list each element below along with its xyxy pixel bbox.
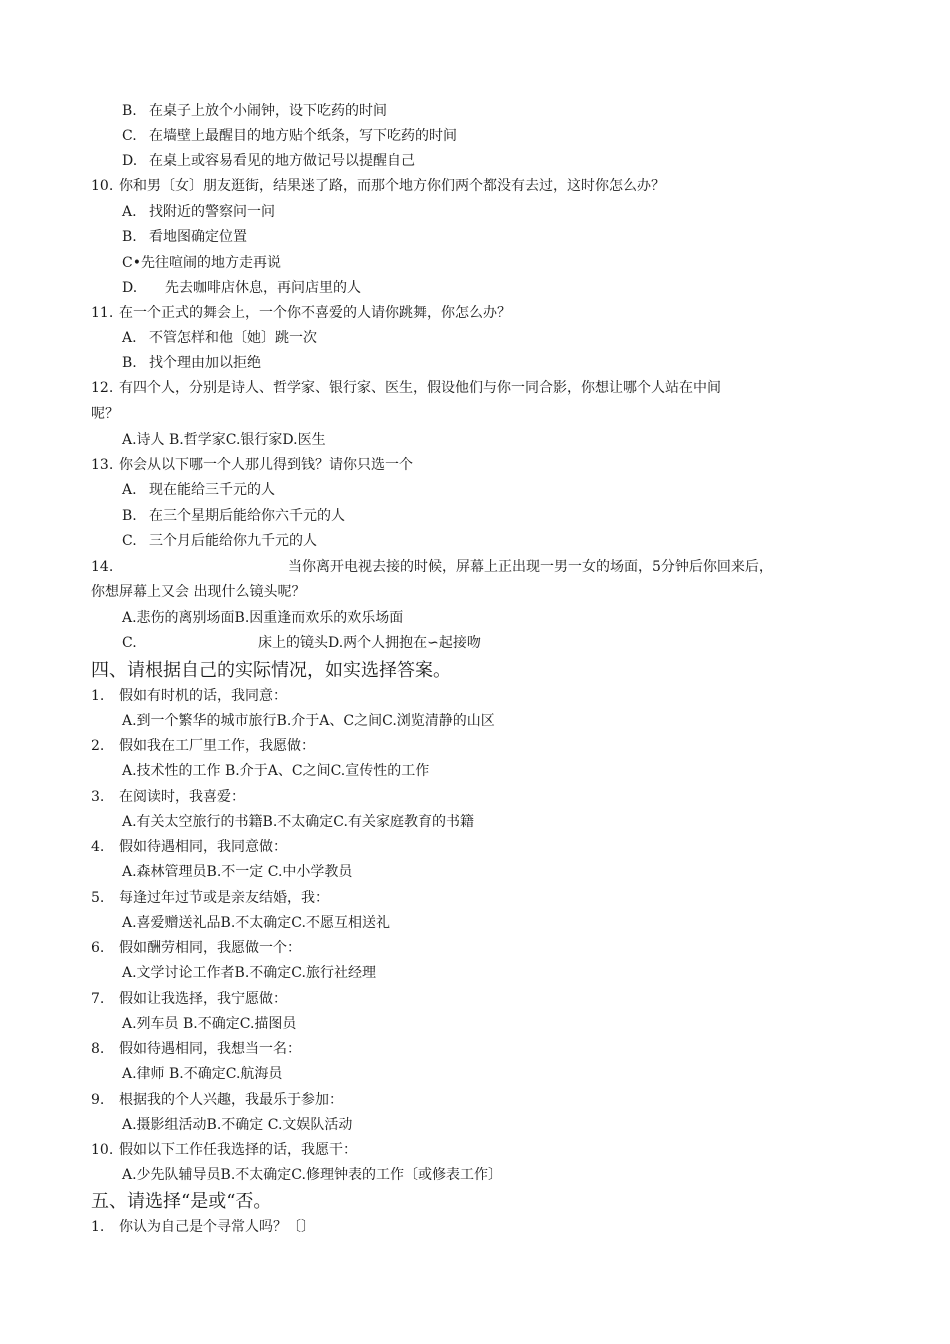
s4-question-1: 1. 假如有时机的话，我同意： — [91, 688, 287, 704]
s4-q10-options: A.少先队辅导员B.不太确定C.修理钟表的工作〔或修表工作〕 — [122, 1167, 502, 1183]
q10-option-c: C•先往喧闹的地方走再说 — [122, 255, 281, 271]
s4-q2-options: A.技术性的工作 B.介于A、C之间C.宣传性的工作 — [122, 763, 430, 779]
q14-options-ab: A.悲伤的离别场面B.因重逢而欢乐的欢乐场面 — [122, 610, 404, 626]
s4-question-6: 6. 假如酬劳相同，我愿做一个： — [91, 940, 301, 956]
option-c: C. 在墙壁上最醒目的地方贴个纸条，写下吃药的时间 — [122, 128, 457, 144]
q14-options-cd-letter: C. — [122, 635, 137, 651]
s4-q1-options: A.到一个繁华的城市旅行B.介于A、C之间C.浏览清静的山区 — [122, 713, 495, 729]
question-10: 10. 你和男〔女〕朋友逛街，结果迷了路，而那个地方你们两个都没有去过，这时你怎么办？ — [91, 178, 665, 194]
s4-q5-options: A.喜爱赠送礼品B.不太确定C.不愿互相送礼 — [122, 915, 390, 931]
s5-question-1: 1. 你认为自己是个寻常人吗？〔〕 — [91, 1219, 315, 1235]
section-4-title: 四、请根据自己的实际情况，如实选择答案。 — [91, 660, 451, 681]
q13-option-b: B. 在三个星期后能给你六千元的人 — [122, 508, 345, 524]
question-14-num: 14. — [91, 559, 114, 575]
s4-q4-options: A.森林管理员B.不一定 C.中小学教员 — [122, 864, 353, 880]
option-d: D. 在桌上或容易看见的地方做记号以提醒自己 — [122, 153, 415, 169]
q14-options-cd: 床上的镜头D.两个人拥抱在∽起接吻 — [258, 635, 481, 651]
q13-option-c: C. 三个月后能给你九千元的人 — [122, 533, 317, 549]
q10-option-b: B. 看地图确定位置 — [122, 229, 247, 245]
s4-question-3: 3. 在阅读时，我喜爱： — [91, 789, 245, 805]
q13-option-a: A. 现在能给三千元的人 — [122, 482, 275, 498]
q10-option-d: D. 先去咖啡店休息，再问店里的人 — [122, 280, 361, 296]
s4-question-2: 2. 假如我在工厂里工作，我愿做： — [91, 738, 315, 754]
q11-option-a: A. 不管怎样和他〔她〕跳一次 — [122, 330, 317, 346]
s4-question-7: 7. 假如让我选择，我宁愿做： — [91, 991, 287, 1007]
question-12-cont: 呢？ — [91, 406, 119, 422]
s4-question-5: 5. 每逢过年过节或是亲友结婚，我： — [91, 890, 329, 906]
s4-q7-options: A.列车员 B.不确定C.描图员 — [122, 1016, 297, 1032]
question-12: 12. 有四个人，分别是诗人、哲学家、银行家、医生，假设他们与你一同合影，你想让哪个人站在中间 — [91, 380, 721, 396]
s4-q8-options: A.律师 B.不确定C.航海员 — [122, 1066, 283, 1082]
s4-q6-options: A.文学讨论工作者B.不确定C.旅行社经理 — [122, 965, 376, 981]
question-11: 11. 在一个正式的舞会上，一个你不喜爱的人请你跳舞，你怎么办？ — [91, 305, 511, 321]
question-13: 13. 你会从以下哪一个人那儿得到钱？请你只选一个 — [91, 457, 413, 473]
q12-options: A.诗人 B.哲学家C.银行家D.医生 — [122, 432, 326, 448]
s4-question-4: 4. 假如待遇相同，我同意做： — [91, 839, 287, 855]
section-5-title: 五、请选择“是或“否。 — [91, 1191, 272, 1212]
question-14: 当你离开电视去接的时候，屏幕上正出现一男一女的场面，5分钟后你回来后， — [288, 559, 773, 575]
q11-option-b: B. 找个理由加以拒绝 — [122, 355, 261, 371]
question-14-cont: 你想屏幕上又会 出现什么镜头呢？ — [91, 584, 306, 600]
s4-question-10: 10. 假如以下工作任我选择的话，我愿干： — [91, 1142, 357, 1158]
q10-option-a: A. 找附近的警察问一问 — [122, 204, 275, 220]
option-b: B. 在桌子上放个小闹钟，设下吃药的时间 — [122, 103, 387, 119]
s4-q3-options: A.有关太空旅行的书籍B.不太确定C.有关家庭教育的书籍 — [122, 814, 474, 830]
s4-question-8: 8. 假如待遇相同，我想当一名： — [91, 1041, 301, 1057]
s4-question-9: 9. 根据我的个人兴趣，我最乐于参加： — [91, 1092, 343, 1108]
s4-q9-options: A.摄影组活动B.不确定 C.文娱队活动 — [122, 1117, 353, 1133]
